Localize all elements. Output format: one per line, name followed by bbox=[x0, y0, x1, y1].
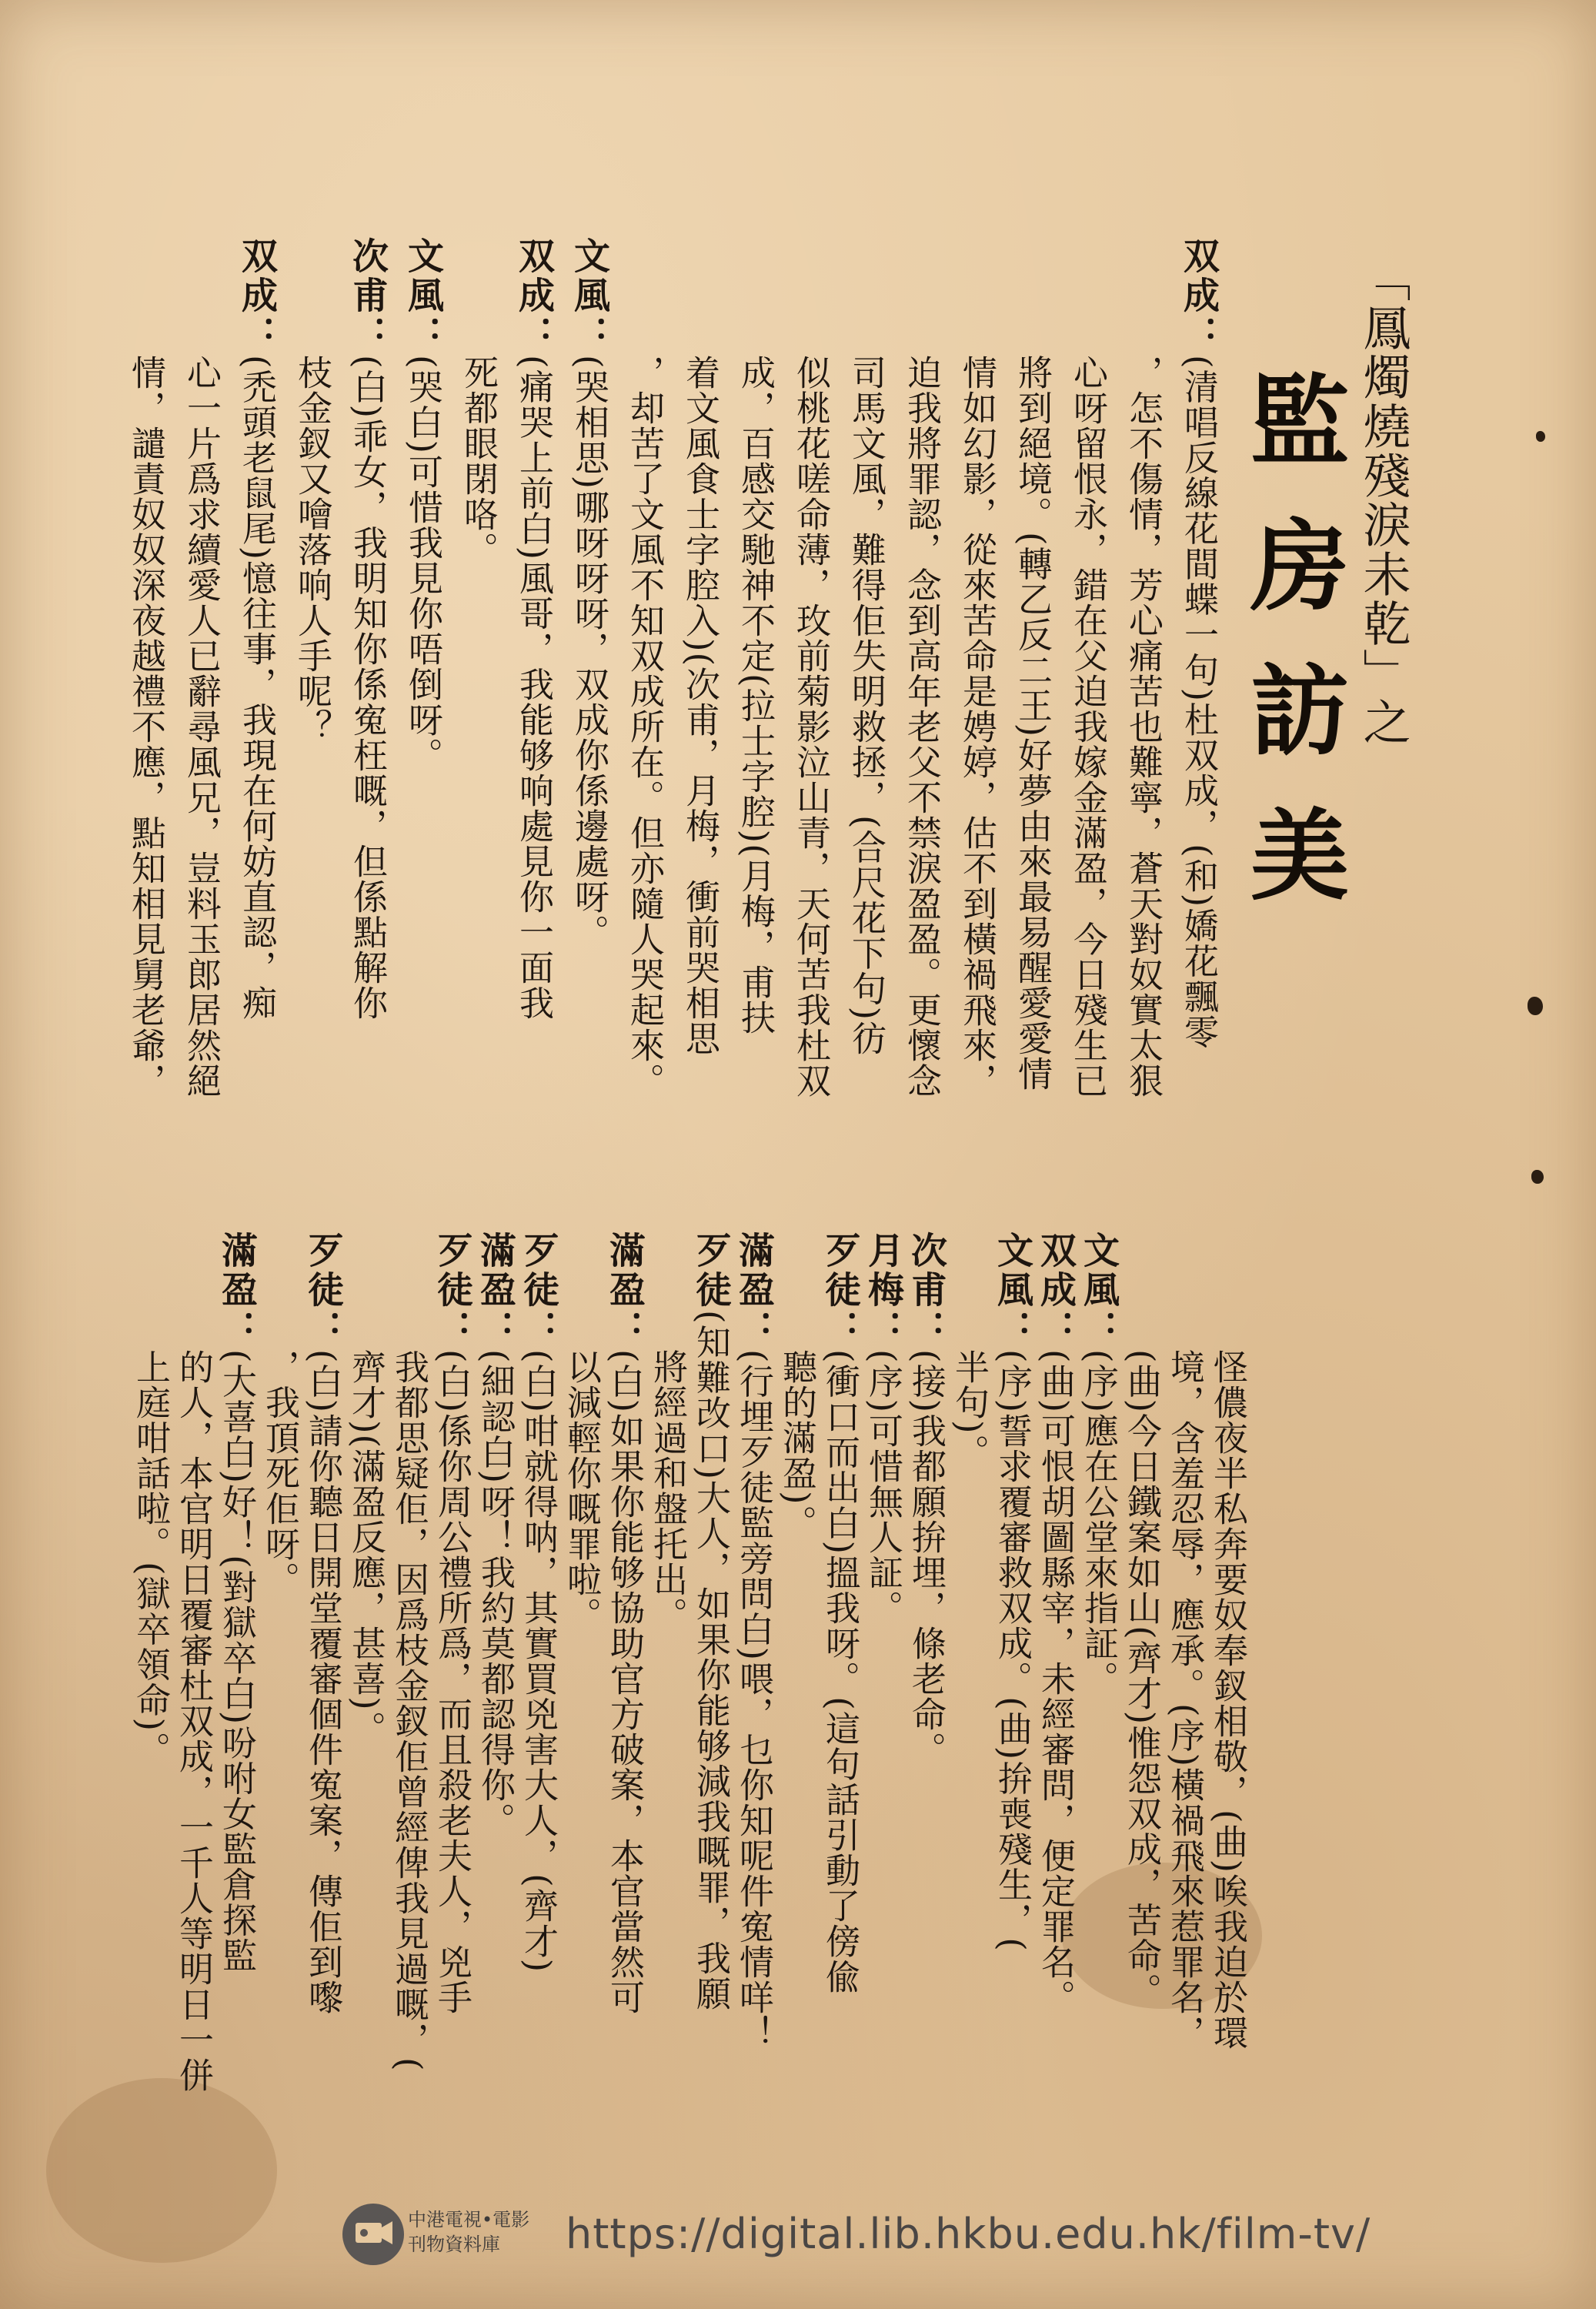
script-column bbox=[474, 1231, 516, 1838]
script-column bbox=[345, 1231, 387, 1746]
script-column bbox=[180, 237, 222, 1098]
speaker-label: 滿盈： bbox=[603, 1231, 646, 1349]
script-column bbox=[646, 1231, 689, 1632]
indent-spacer bbox=[125, 237, 167, 355]
speaker-label: 次甫： bbox=[905, 1231, 947, 1349]
script-column bbox=[623, 237, 666, 1098]
dialogue-text: 似桃花嗟命薄，玫前菊影泣山青，天何苦我杜双 bbox=[790, 355, 831, 1098]
dialogue-text: (哭白)可惜我見你唔倒呀。 bbox=[402, 355, 443, 774]
indent-spacer bbox=[845, 237, 887, 355]
indent-spacer bbox=[956, 237, 998, 355]
dialogue-text: 的人，本官明日覆審杜双成，一千人等明日一併 bbox=[173, 1349, 214, 2093]
script-column bbox=[302, 1231, 344, 2015]
script-column bbox=[1164, 1231, 1206, 2050]
dialogue-text: ，怎不傷情，芳心痛苦也難寧，蒼天對奴實太狠 bbox=[1123, 355, 1164, 1098]
script-column bbox=[215, 1231, 258, 1973]
dialogue-text: 心呀留恨永，錯在父迫我嫁金滿盈，今日殘生已 bbox=[1067, 355, 1108, 1098]
indent-spacer bbox=[172, 1231, 215, 1349]
footer-org-line1: 中港電視•電影 bbox=[408, 2209, 530, 2230]
indent-spacer bbox=[560, 1231, 603, 1349]
dialogue-text: 境，含羞忍辱，應承。(序)橫禍飛來惹罪名， bbox=[1164, 1349, 1205, 2051]
dialogue-text: (禿頭老鼠尾)憶往事，我現在何妨直認，痴 bbox=[236, 355, 277, 1021]
dialogue-text: 情，譴責奴奴深夜越禮不應，點知相見舅老爺， bbox=[125, 355, 166, 1098]
script-column bbox=[1034, 1231, 1077, 2015]
speaker-label: 滿盈： bbox=[733, 1231, 775, 1349]
paper-hole bbox=[1536, 431, 1545, 442]
indent-spacer bbox=[790, 237, 832, 355]
paper-hole bbox=[1528, 997, 1543, 1015]
footer-url-link[interactable]: https://digital.lib.hkbu.edu.hk/film-tv/ bbox=[566, 2210, 1371, 2258]
speaker-label: 歹徒： bbox=[431, 1231, 473, 1349]
dialogue-text: (清唱反線花間蝶一句)杜双成，(和)嬌花飄零 bbox=[1178, 355, 1219, 1050]
script-column bbox=[734, 237, 776, 1035]
speaker-label: 滿盈： bbox=[215, 1231, 258, 1349]
indent-spacer bbox=[646, 1231, 689, 1349]
dialogue-text: (白)如果你能够協助官方破案，本官當然可 bbox=[604, 1349, 645, 2016]
paper-hole bbox=[1531, 1170, 1544, 1184]
dialogue-text: (曲)可恨胡圖縣宰，未經審問，便定罪名。 bbox=[1035, 1349, 1076, 2016]
speaker-label: 歹徒： bbox=[819, 1231, 861, 1349]
indent-spacer bbox=[623, 237, 666, 355]
speaker-label: 歹徒： bbox=[517, 1231, 559, 1349]
dialogue-text: (白)乖女，我明知你係寃枉嘅，但係點解你 bbox=[347, 355, 388, 1021]
dialogue-text: 心一片爲求續愛人已辭尋風兄，豈料玉郎居然絕 bbox=[181, 355, 222, 1098]
dialogue-text: 枝金釵又噲落响人手呢？ bbox=[292, 355, 332, 744]
dialogue-text: 齊才)(滿盈反應，甚喜)。 bbox=[346, 1349, 386, 1746]
script-column bbox=[346, 237, 389, 1021]
dialogue-text: (痛哭上前白)風哥，我能够响處見你一面我 bbox=[513, 355, 554, 1021]
script-column bbox=[129, 1231, 172, 1767]
speaker-label: 文風： bbox=[1077, 1231, 1120, 1349]
dialogue-text: ，却苦了文風不知双成所在。但亦隨人哭起來。 bbox=[624, 355, 665, 1098]
dialogue-text: 我都思疑佢，因爲枝金釵佢曾經俾我見過嘅，( bbox=[389, 1349, 429, 2072]
indent-spacer bbox=[345, 1231, 387, 1349]
indent-spacer bbox=[129, 1231, 172, 1349]
dialogue-text: 上庭咁話啦。(獄卒領命)。 bbox=[130, 1349, 171, 1768]
library-logo-icon bbox=[339, 2200, 408, 2269]
title-banner: 「鳳燭燒殘淚未乾」之 bbox=[1355, 254, 1411, 747]
script-column bbox=[956, 237, 998, 1098]
dialogue-text: (衝口而出白)搵我呀。(這句話引動了傍偸 bbox=[820, 1349, 860, 1994]
speaker-label: 文風： bbox=[568, 237, 610, 355]
dialogue-text: 將經過和盤托出。 bbox=[647, 1349, 688, 1632]
dialogue-text: (序)可惜無人証。 bbox=[863, 1349, 903, 1626]
script-column bbox=[259, 1231, 301, 1597]
script-column bbox=[513, 237, 555, 1021]
speaker-label: 文風： bbox=[402, 237, 444, 355]
script-column bbox=[402, 237, 444, 773]
dialogue-text: (白)係你周公禮所爲，而且殺老夫人，兇手 bbox=[432, 1349, 472, 2016]
script-column bbox=[172, 1231, 215, 2093]
speaker-label: 双成： bbox=[1034, 1231, 1077, 1349]
dialogue-text: (細認白)呀！我約莫都認得你。 bbox=[475, 1349, 516, 1839]
speaker-label: 双成： bbox=[1177, 237, 1220, 355]
indent-spacer bbox=[1067, 237, 1109, 355]
script-column bbox=[388, 1231, 430, 2072]
indent-spacer bbox=[679, 237, 721, 355]
script-column bbox=[1120, 1231, 1163, 2008]
dialogue-text: (哭相思)哪呀呀呀，双成你係邊處呀。 bbox=[569, 355, 609, 951]
script-column bbox=[560, 1231, 603, 1632]
script-column bbox=[457, 237, 499, 567]
script-column bbox=[235, 237, 278, 1021]
footer-org-line2: 刊物資料庫 bbox=[408, 2234, 500, 2255]
dialogue-text: (白)請你聽日開堂覆審個件寃案，傳佢到嚟 bbox=[302, 1349, 343, 2016]
script-column bbox=[991, 1231, 1033, 1952]
script-column bbox=[125, 237, 167, 1098]
script-column bbox=[905, 1231, 947, 1767]
dialogue-text: 怪儂夜半私奔要奴奉釵相敬，(曲)唉我迫於環 bbox=[1207, 1349, 1248, 2051]
dialogue-text: 以減輕你嘅罪啦。 bbox=[561, 1349, 602, 1632]
speaker-label: 歹徒 bbox=[689, 1231, 732, 1310]
script-column bbox=[819, 1231, 861, 1994]
script-column bbox=[1077, 1231, 1120, 1696]
indent-spacer bbox=[1122, 237, 1164, 355]
speaker-label: 双成： bbox=[235, 237, 278, 355]
dialogue-text: 死都眼閉咯。 bbox=[458, 355, 499, 567]
page-title: 監房訪美 bbox=[1234, 369, 1349, 948]
footer-organization bbox=[408, 2207, 546, 2257]
dialogue-text: (曲)今日鐵案如山(齊才)惟怨双成，苦命。 bbox=[1121, 1349, 1162, 2009]
dialogue-text: 迫我將罪認，念到高年老父不禁淚盈盈。更懷念 bbox=[901, 355, 942, 1098]
indent-spacer bbox=[180, 237, 222, 355]
speaker-label: 月梅： bbox=[862, 1231, 904, 1349]
indent-spacer bbox=[900, 237, 943, 355]
script-column bbox=[900, 237, 943, 1098]
dialogue-text: (接)我都願拚埋，條老命。 bbox=[906, 1349, 947, 1768]
dialogue-text: ，我頂死佢呀。 bbox=[259, 1349, 300, 1597]
indent-spacer bbox=[388, 1231, 430, 1349]
dialogue-text: (白)咁就得呐，其實買兇害大人，(齊才) bbox=[518, 1349, 559, 1973]
indent-spacer bbox=[776, 1231, 818, 1349]
dialogue-text: (序)誓求覆審救双成。(曲)拚喪殘生，( bbox=[992, 1349, 1033, 1952]
indent-spacer bbox=[1164, 1231, 1206, 1349]
script-column bbox=[790, 237, 832, 1098]
indent-spacer bbox=[948, 1231, 990, 1349]
script-column bbox=[733, 1231, 775, 2050]
dialogue-text: 半句)。 bbox=[949, 1349, 990, 1470]
indent-spacer bbox=[457, 237, 499, 355]
dialogue-text: 將到絕境。(轉乙反二王)好夢由來最易醒愛愛情 bbox=[1012, 355, 1053, 1092]
script-column bbox=[1177, 237, 1220, 1049]
indent-spacer bbox=[1207, 1231, 1249, 1349]
dialogue-text: 着文風食士字腔入)(次甫，月梅，衝前哭相思 bbox=[679, 355, 720, 1057]
indent-spacer bbox=[291, 237, 333, 355]
script-column bbox=[603, 1231, 646, 2015]
script-column bbox=[689, 1231, 732, 2011]
indent-spacer bbox=[1011, 237, 1053, 355]
speaker-label: 次甫： bbox=[346, 237, 389, 355]
speaker-label: 滿盈： bbox=[474, 1231, 516, 1349]
speaker-label: 文風： bbox=[991, 1231, 1033, 1349]
script-column bbox=[291, 237, 333, 744]
dialogue-text: (行埋歹徒監旁問白)喂，乜你知呢件寃情咩！ bbox=[733, 1349, 774, 2051]
script-column bbox=[1011, 237, 1053, 1091]
script-column bbox=[862, 1231, 904, 1626]
script-column bbox=[776, 1231, 818, 1541]
script-column bbox=[948, 1231, 990, 1470]
script-column bbox=[517, 1231, 559, 1973]
script-column bbox=[431, 1231, 473, 2015]
indent-spacer bbox=[1120, 1231, 1163, 1349]
dialogue-text: (知難改口)大人，如果你能够減我嘅罪，我願 bbox=[690, 1310, 731, 2012]
script-column bbox=[679, 237, 721, 1056]
paper-stain bbox=[46, 2078, 277, 2263]
indent-spacer bbox=[734, 237, 776, 355]
dialogue-text: 司馬文風，難得佢失明救拯，(合尺花下句)彷 bbox=[846, 355, 886, 1057]
indent-spacer bbox=[259, 1231, 301, 1349]
dialogue-text: 情如幻影，從來苦命是娉婷，估不到橫禍飛來， bbox=[957, 355, 997, 1098]
dialogue-text: (序)應在公堂來指証。 bbox=[1078, 1349, 1119, 1697]
speaker-label: 双成： bbox=[513, 237, 555, 355]
script-column bbox=[845, 237, 887, 1056]
speaker-label: 歹徒： bbox=[302, 1231, 344, 1349]
dialogue-text: (大喜白)好！(對獄卒白)吩咐女監倉探監 bbox=[216, 1349, 257, 1973]
script-column bbox=[1067, 237, 1109, 1098]
script-column bbox=[1122, 237, 1164, 1098]
dialogue-text: 成，百感交馳神不定(拉士字腔)(月梅，甫扶 bbox=[735, 355, 776, 1035]
script-column bbox=[568, 237, 610, 950]
dialogue-text: 聽的滿盈)。 bbox=[776, 1349, 817, 1541]
script-column bbox=[1207, 1231, 1249, 2050]
